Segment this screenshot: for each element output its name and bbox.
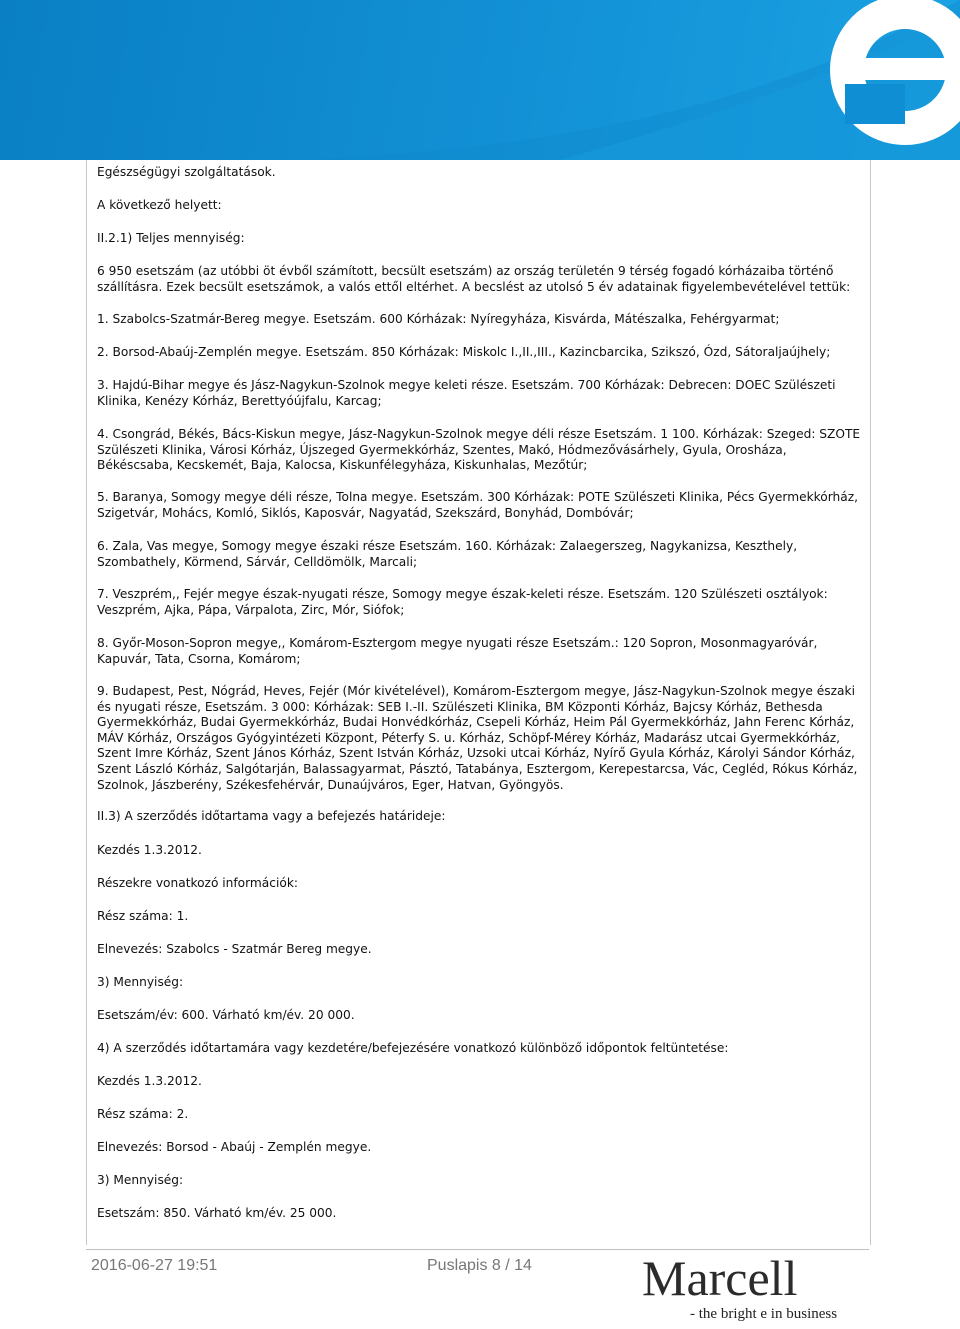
logo-wordmark: Marcell: [642, 1250, 798, 1306]
footer-timestamp: 2016-06-27 19:51: [91, 1257, 218, 1274]
header-banner: [0, 0, 960, 160]
paragraph: II.3) A szerződés időtartama vagy a befejezés határideje:: [97, 809, 446, 823]
paragraph: 6. Zala, Vas megye, Somogy megye északi része Esetszám. 160. Kórházak: Zalaegerszeg, Nagykanizsa, Keszthely, Szombathely, Körmend, Sárvár, Celldömölk, Marcali;: [97, 539, 798, 569]
paragraph: 3) Mennyiség:: [97, 1173, 184, 1187]
paragraph: Elnevezés: Borsod - Abaúj - Zemplén megye.: [97, 1140, 372, 1154]
paragraph: Kezdés 1.3.2012.: [97, 843, 202, 857]
paragraph: 3. Hajdú-Bihar megye és Jász-Nagykun-Szolnok megye keleti része. Esetszám. 700 Kórházak: Debrecen: DOEC Szülészeti Klinika, Kenézy Kórház, Berettyóújfalu, Karcag;: [97, 378, 836, 408]
e-swirl-icon: [0, 0, 960, 160]
paragraph: Kezdés 1.3.2012.: [97, 1074, 202, 1088]
paragraph: 7. Veszprém,, Fejér megye észak-nyugati része, Somogy megye észak-keleti része. Esetszám. 120 Szülészeti osztályok: Veszprém, Ajka, Pápa, Várpalota, Zirc, Mór, Siófok;: [97, 587, 828, 617]
paragraph: 4) A szerződés időtartamára vagy kezdetére/befejezésére vonatkozó különböző időpontok feltüntetése:: [97, 1041, 729, 1055]
paragraph: 8. Győr-Moson-Sopron megye,, Komárom-Esztergom megye nyugati része Esetszám.: 120 Sopron, Mosonmagyaróvár, Kapuvár, Tata, Csorna, Komárom;: [97, 636, 818, 666]
paragraph: II.2.1) Teljes mennyiség:: [97, 231, 245, 245]
document-body: [86, 160, 871, 1245]
paragraph: 3) Mennyiség:: [97, 975, 184, 989]
paragraph: 6 950 esetszám (az utóbbi öt évből számított, becsült esetszám) az ország területén 9 térség fogadó kórházaiba történő szállításra. Ezek becsült esetszámok, a valós ettől eltérhet. A becslést az utolsó 5 év adatainak figyelembevételével tettük:: [97, 264, 851, 294]
logo-tagline: - the bright e in business: [690, 1306, 838, 1322]
paragraph: 4. Csongrád, Békés, Bács-Kiskun megye, Jász-Nagykun-Szolnok megye déli része Esetszám. 1 100. Kórházak: Szeged: SZOTE Szülészeti Klinika, Városi Kórház, Újszeged Gyermekkórház, Szentes, Makó, Hódmezővásárhely, Gyula, Orosháza, Békéscsaba, Kecskemét, Baja, Kalocsa, Kiskunfélegyháza, Kiskunhalas, Mezőtúr;: [97, 427, 861, 473]
paragraph: 2. Borsod-Abaúj-Zemplén megye. Esetszám. 850 Kórházak: Miskolc I.,II.,III., Kazincbarcika, Szikszó, Ózd, Sátoraljaújhely;: [97, 345, 831, 359]
paragraph: Esetszám: 850. Várható km/év. 25 000.: [97, 1206, 337, 1220]
paragraph: Részekre vonatkozó információk:: [97, 876, 298, 890]
paragraph: Egészségügyi szolgáltatások.: [97, 165, 276, 179]
paragraph: Esetszám/év: 600. Várható km/év. 20 000.: [97, 1008, 355, 1022]
paragraph: Elnevezés: Szabolcs - Szatmár Bereg megye.: [97, 942, 372, 956]
paragraph: 1. Szabolcs-Szatmár-Bereg megye. Esetszám. 600 Kórházak: Nyíregyháza, Kisvárda, Mátészalka, Fehérgyarmat;: [97, 312, 780, 326]
paragraph: 9. Budapest, Pest, Nógrád, Heves, Fejér (Mór kivételével), Komárom-Esztergom megye, Jász-Nagykun-Szolnok megye északi és nyugati része, Esetszám. 3 000: Kórházak: SEB I.-II. Szülészeti Klinika, BM Központi Kórház, Bajcsy Kórház, Bethesda Gyermekkórház, Budai Gyermekkórház, Budai Honvédkórház, Csepeli Kórház, Heim Pál Gyermekkórház, Jahn Ferenc Kórház, MÁV Kórház, Országos Gyógyintézeti Központ, Péterfy S. u. Kórház, Schöpf-Mérey Kórház, Madarász utcai Gyermekkórház, Szent Imre Kórház, Szent János Kórház, Szent István Kórház, Uzsoki utcai Kórház, Nyírő Gyula Kórház, Károlyi Sándor Kórház, Szent László Kórház, Salgótarján, Balassagyarmat, Pásztó, Tatabánya, Esztergom, Kerepestarcsa, Vác, Cegléd, Rókus Kórház, Szolnok, Jászberény, Székesfehérvár, Dunaújváros, Eger, Hatvan, Gyöngyös.: [97, 684, 858, 792]
page-number: Puslapis 8 / 14: [427, 1257, 532, 1274]
paragraph: Rész száma: 2.: [97, 1107, 189, 1121]
paragraph: Rész száma: 1.: [97, 909, 189, 923]
paragraph: 5. Baranya, Somogy megye déli része, Tolna megye. Esetszám. 300 Kórházak: POTE Szülészeti Klinika, Pécs Gyermekkórház, Szigetvár, Mohács, Komló, Siklós, Kaposvár, Nagyatád, Szekszárd, Bonyhád, Dombóvár;: [97, 490, 858, 520]
paragraph: A következő helyett:: [97, 198, 222, 212]
